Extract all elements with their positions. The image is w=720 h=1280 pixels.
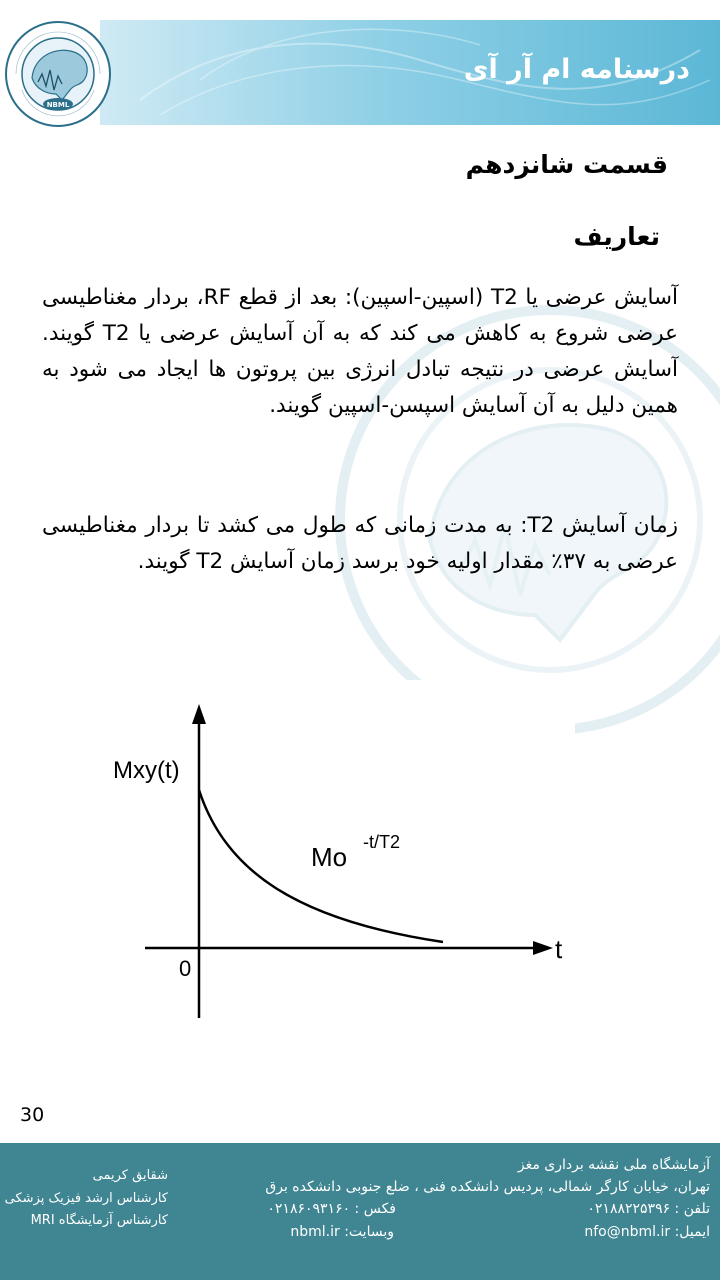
footer [0,1143,720,1265]
t2-decay-graph [95,680,575,1020]
page-number: 30 [20,1104,45,1126]
definitions-heading: تعاریف [573,222,660,251]
y-axis-label: Mxy(t) [113,757,180,784]
t2-definition-paragraph: آسایش عرضی یا T2 (اسپین-اسپین): بعد از قطع RF، بردار مغناطیسی عرضی شروع به کاهش می کند که به آن آسایش عرضی یا T2 گویند. آسایش عرضی در نتیجه تبادل انرژی بین پروتون ها ایجاد می شود به همین دلیل به آن آسایش اسپسن-اسپین گویند. [42,285,679,418]
footer-phone: تلفن : ۰۲۱۸۸۲۲۵۳۹۶ [587,1201,710,1217]
x-axis-label: t [555,934,563,964]
footer-fax: فکس : ۰۲۱۸۶۰۹۳۱۶۰ [267,1201,396,1217]
footer-address: تهران، خیابان کارگر شمالی، پردیس دانشکده فنی ، ضلع جنوبی دانشکده برق [265,1179,710,1195]
t2-decay-figure [95,680,575,1020]
formula-exponent: -t/T2 [363,832,401,852]
author-title-2: کارشناس آزمایشگاه MRI [30,1213,168,1228]
header-title: درسنامه ام آر آی [463,54,690,85]
footer-email: ایمیل: nfo@nbml.ir [584,1224,710,1240]
footer-org-name: آزمایشگاه ملی نقشه برداری مغز [517,1157,710,1173]
formula-base: Mo [311,842,348,872]
logo-badge: NBML [46,101,70,109]
author-name: شقایق کریمی [92,1168,168,1183]
y-axis-arrow [192,704,206,724]
footer-website: وبسایت: nbml.ir [290,1224,394,1240]
origin-label: 0 [179,956,192,981]
top-strip [0,0,720,20]
nbml-logo [4,20,112,128]
section-title: قسمت شانزدهم [465,150,668,179]
x-axis-arrow [533,941,553,955]
t2-time-definition-paragraph: زمان آسایش T2: به مدت زمانی که طول می کشد تا بردار مغناطیسی عرضی به ۳۷٪ مقدار اولیه خود برسد زمان آسایش T2 گویند. [42,513,678,574]
footer-bottom-band [0,1263,720,1280]
author-title-1: کارشناس ارشد فیزیک پزشکی [4,1191,168,1206]
